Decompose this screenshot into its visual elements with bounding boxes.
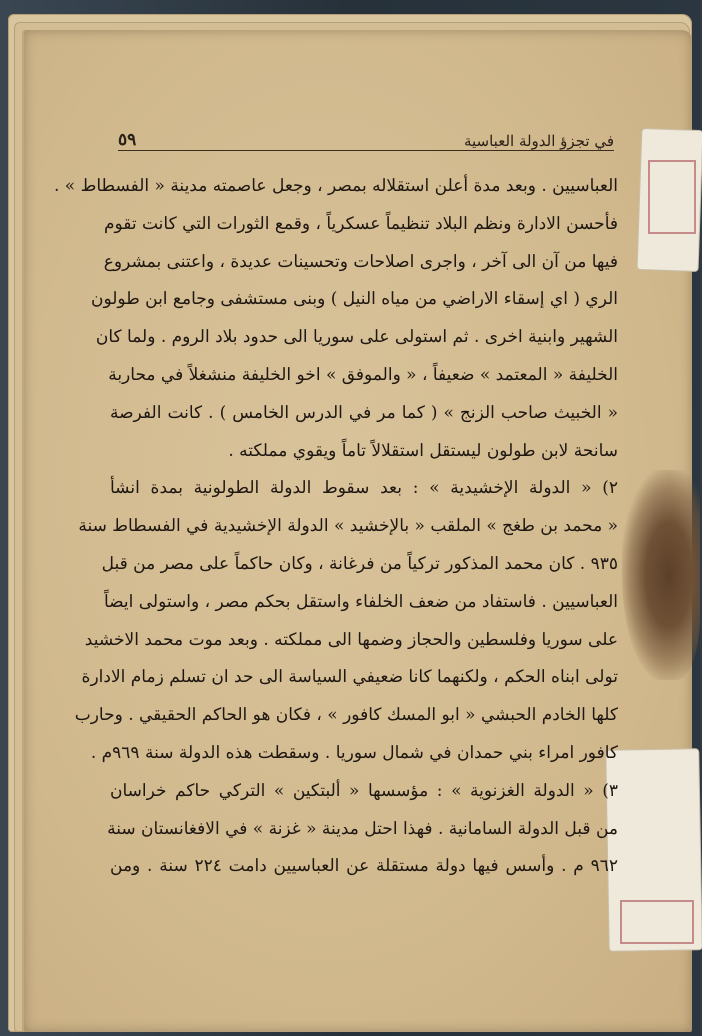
text-line: سانحة لابن طولون ليستقل استقلالاً تاماً ويقوي مملكته . xyxy=(228,440,618,461)
text-line: على سوريا وفلسطين والحجاز وضمها الى مملكته . وبعد موت محمد الاخشيد xyxy=(84,629,618,650)
paper-stain xyxy=(622,470,700,680)
text-line: الري ( اي إسقاء الاراضي من مياه النيل ) وبنى مستشفى وجامع ابن طولون xyxy=(90,289,618,310)
page-header xyxy=(118,116,614,150)
text-line: كلها الخادم الحبشي « ابو المسك كافور » ، فكان هو الحاكم الحقيقي . وحارب xyxy=(74,705,618,726)
text-line: تولى ابناه الحكم ، ولكنهما كانا ضعيفي السياسة الى حد ان تسلم زمام الادارة xyxy=(81,667,618,688)
body-text xyxy=(53,168,618,886)
text-line: ٢) « الدولة الإخشيدية » : بعد سقوط الدولة الطولونية بمدة انشأ xyxy=(110,478,618,499)
page-number: ٥٩ xyxy=(118,130,137,150)
library-stamp-top xyxy=(648,160,696,234)
text-line: الشهير وابنية اخرى . ثم استولى على سوريا الى حدود بلاد الروم . ولما كان xyxy=(95,327,618,348)
text-line: العباسيين . وبعد مدة أعلن استقلاله بمصر ، وجعل عاصمته مدينة « الفسطاط » . xyxy=(53,176,618,196)
text-line: من قبل الدولة السامانية . فهذا احتل مدينة « غزنة » في الافغانستان سنة xyxy=(107,818,618,839)
text-line: كافور امراء بني حمدان في شمال سوريا . وسقطت هذه الدولة سنة ٩٦٩م . xyxy=(90,742,618,763)
text-line: الخليفة « المعتمد » ضعيفاً ، « والموفق » اخو الخليفة منشغلاً في محاربة xyxy=(108,364,618,385)
library-stamp-bottom xyxy=(620,900,694,944)
text-line: « الخبيث صاحب الزنج » ( كما مر في الدرس الخامس ) . كانت الفرصة xyxy=(110,402,618,423)
text-line: فأحسن الادارة ونظم البلاد تنظيماً عسكرياً ، وقمع الثورات التي كانت تقوم xyxy=(103,213,618,234)
text-line: ٩٦٢ م . وأسس فيها دولة مستقلة عن العباسيين دامت ٢٢٤ سنة . ومن xyxy=(110,856,618,877)
text-line: فيها من آن الى آخر ، واجرى اصلاحات وتحسينات عديدة ، واعتنى بمشروع xyxy=(103,251,618,272)
running-title: في تجزؤ الدولة العباسية xyxy=(463,132,614,150)
text-line: ٩٣٥ . كان محمد المذكور تركياً من فرغانة ، وكان حاكماً على مصر من قبل xyxy=(101,553,618,574)
text-line: « محمد بن طغج » الملقب « بالإخشيد » الدولة الإخشيدية في الفسطاط سنة xyxy=(78,516,618,537)
header-rule xyxy=(118,150,614,151)
text-line: ٣) « الدولة الغزنوية » : مؤسسها « ألبتكين » التركي حاكم خراسان xyxy=(110,780,618,801)
text-line: العباسيين . فاستفاد من ضعف الخلفاء واستقل بحكم مصر ، واستولى ايضاً xyxy=(103,591,618,612)
